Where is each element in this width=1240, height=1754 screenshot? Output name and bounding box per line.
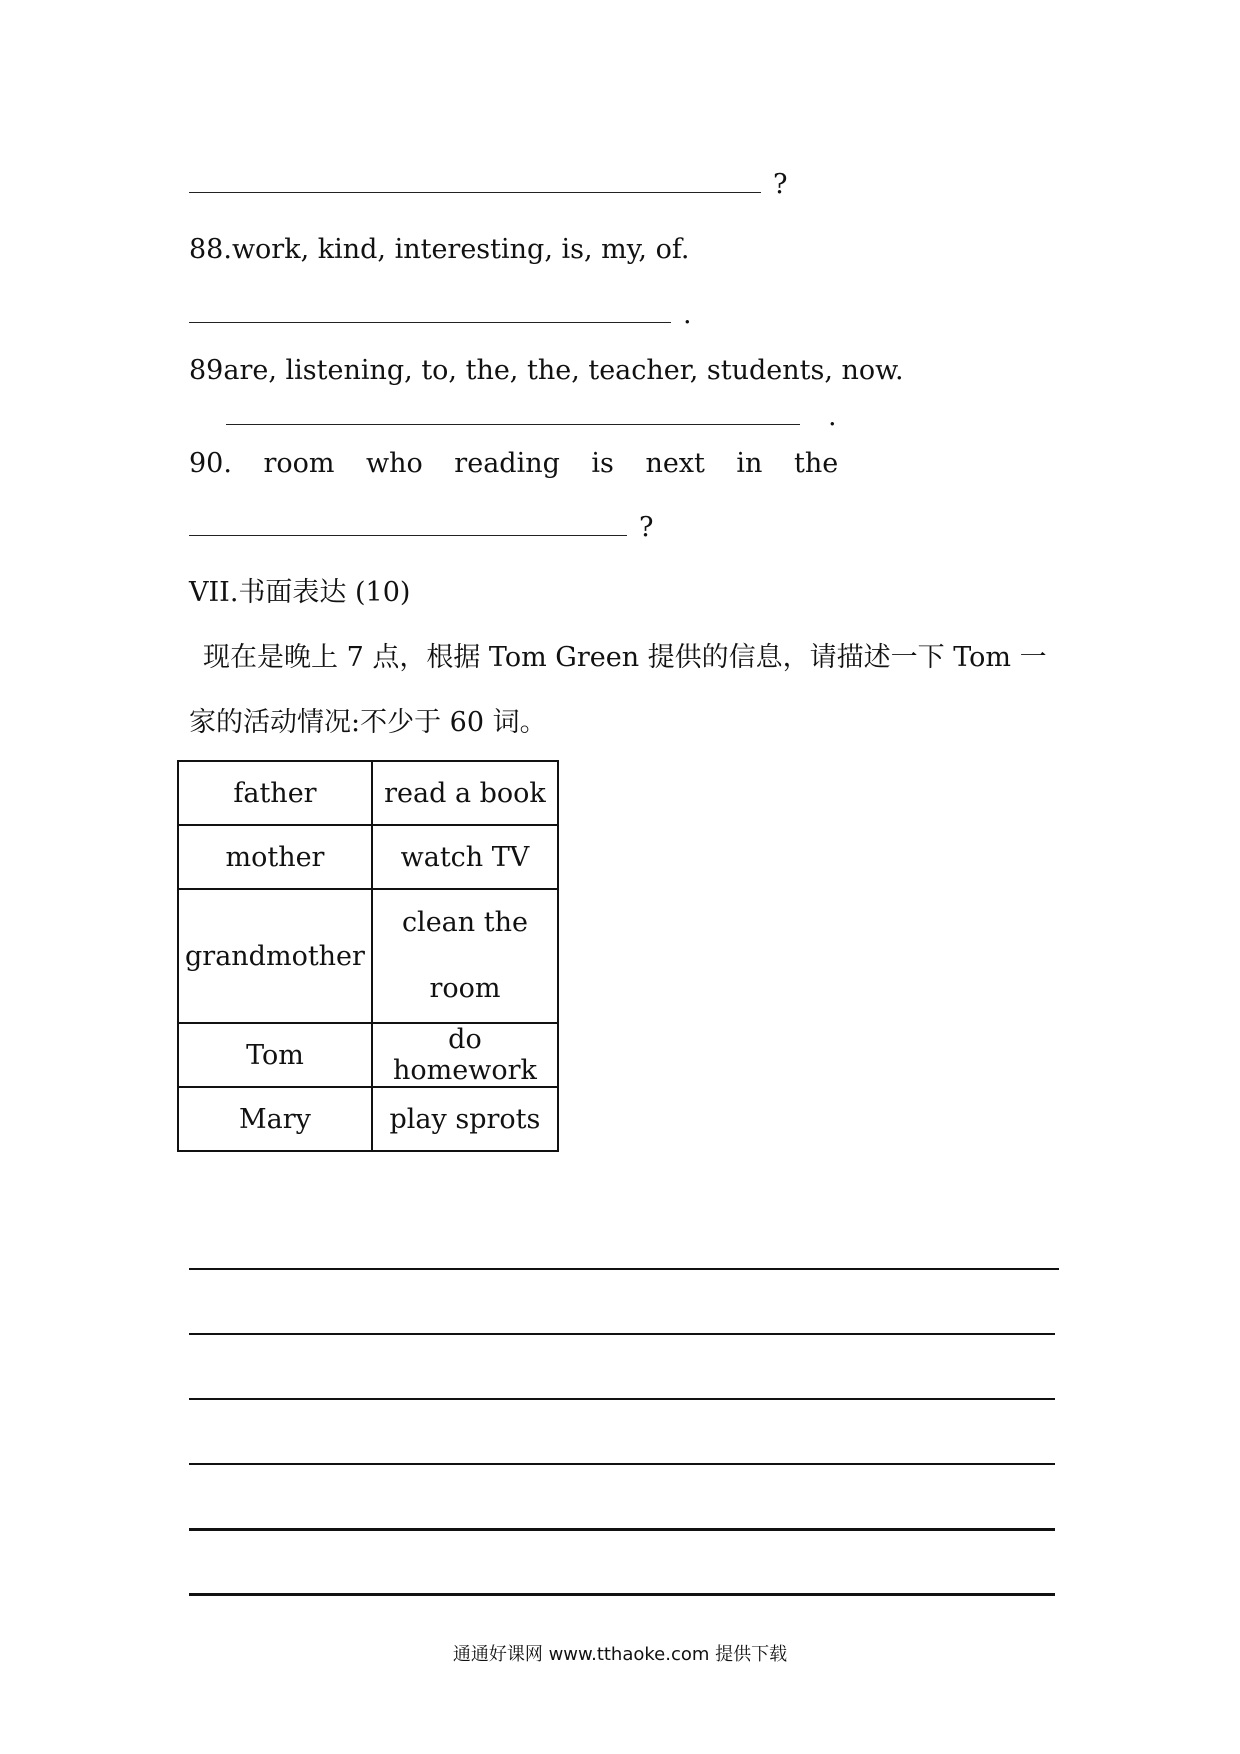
instruction-line-1: 现在是晚上 7 点，根据 Tom Green 提供的信息，请描述一下 Tom 一 <box>203 642 1047 673</box>
writing-line[interactable] <box>189 1463 1055 1465</box>
person-cell: Mary <box>178 1087 372 1151</box>
q87-punct: ? <box>773 169 788 200</box>
q87-answer-line <box>189 168 787 202</box>
person-cell: mother <box>178 825 372 889</box>
person-cell: father <box>178 761 372 825</box>
table-row <box>178 889 558 1023</box>
writing-line[interactable] <box>189 1528 1055 1531</box>
q90-answer-line <box>189 511 653 545</box>
q89-punct: . <box>828 401 837 432</box>
q89-answer-blank[interactable] <box>226 402 800 425</box>
q90-prompt: 90. room who reading is next in the <box>189 448 839 479</box>
instruction-line-2: 家的活动情况:不少于 60 词。 <box>189 707 547 738</box>
writing-line[interactable] <box>189 1333 1055 1335</box>
q90-answer-blank[interactable] <box>189 513 627 536</box>
q88-answer-blank[interactable] <box>189 300 671 323</box>
q89-answer-line <box>226 400 837 434</box>
writing-line[interactable] <box>189 1593 1055 1596</box>
activity-cell: play sprots <box>372 1087 558 1151</box>
table-row <box>178 1087 558 1151</box>
table-row <box>178 761 558 825</box>
writing-line[interactable] <box>189 1398 1055 1400</box>
activity-line-2: room <box>429 973 501 1004</box>
activity-line-1: clean the <box>401 907 528 938</box>
q89-prompt: 89are, listening, to, the, the, teacher, students, now. <box>189 355 904 386</box>
q90-punct: ? <box>639 512 654 543</box>
activity-cell <box>372 889 558 1023</box>
activity-table <box>177 760 559 1152</box>
person-cell: Tom <box>178 1023 372 1087</box>
table-row <box>178 1023 558 1087</box>
q87-answer-blank[interactable] <box>189 170 761 193</box>
writing-line[interactable] <box>189 1268 1059 1270</box>
activity-cell: read a book <box>372 761 558 825</box>
section-heading: VII.书面表达 (10) <box>189 577 411 608</box>
activity-cell: watch TV <box>372 825 558 889</box>
table-row <box>178 825 558 889</box>
activity-cell: do homework <box>372 1023 558 1087</box>
q88-punct: . <box>683 299 692 330</box>
q88-prompt: 88.work, kind, interesting, is, my, of. <box>189 234 690 265</box>
q88-answer-line <box>189 298 692 332</box>
person-cell: grandmother <box>178 889 372 1023</box>
page-footer: 通通好课网 www.tthaoke.com 提供下载 <box>452 1644 788 1665</box>
